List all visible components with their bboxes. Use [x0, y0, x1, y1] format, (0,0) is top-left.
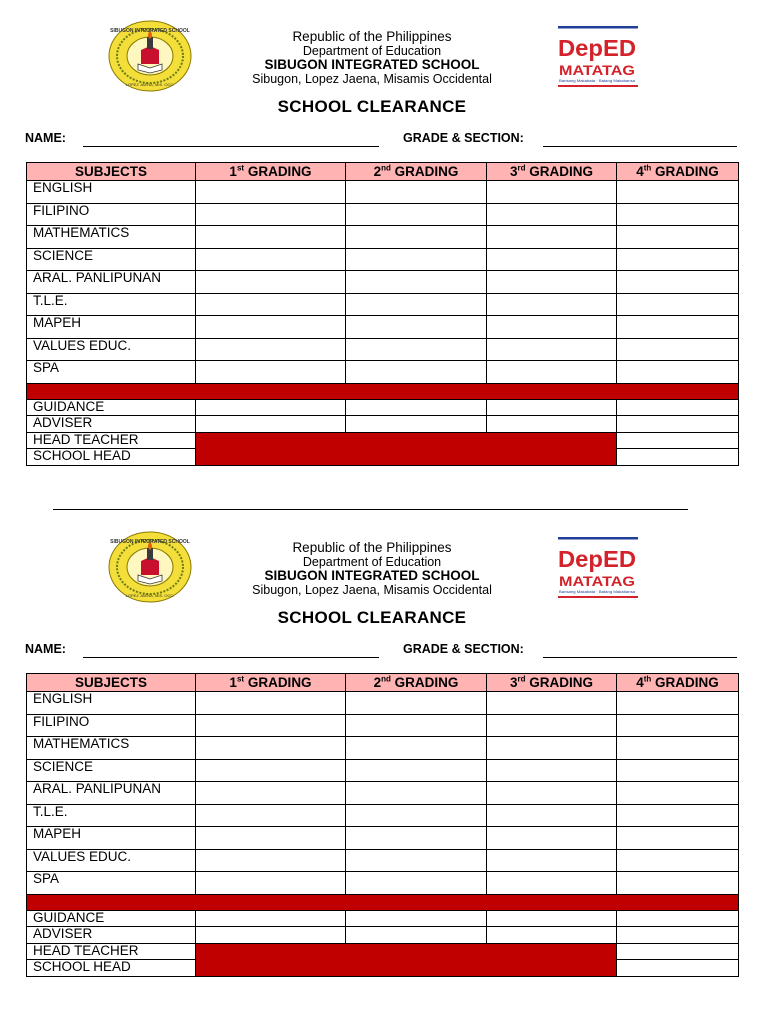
subject-name: SCIENCE — [27, 248, 196, 271]
office-row — [27, 910, 739, 927]
subject-row — [27, 804, 739, 827]
signature-cell-grading-2[interactable] — [346, 226, 487, 249]
subject-row — [27, 872, 739, 895]
header-school-name: SIBUGON INTEGRATED SCHOOL — [264, 57, 480, 72]
signature-cell-grading-3[interactable] — [487, 827, 617, 850]
header-address: Sibugon, Lopez Jaena, Misamis Occidental — [252, 583, 492, 597]
subject-row — [27, 714, 739, 737]
signature-cell-grading-4[interactable] — [617, 737, 739, 760]
office-row — [27, 943, 739, 960]
signature-cell-grading-1[interactable] — [196, 248, 346, 271]
office-row — [27, 432, 739, 449]
signature-cell-grading-3[interactable] — [487, 271, 617, 294]
signature-cell-grading-1[interactable] — [196, 759, 346, 782]
signature-cell-grading-2[interactable] — [346, 293, 487, 316]
subject-row — [27, 248, 739, 271]
subject-row — [27, 293, 739, 316]
subject-row — [27, 782, 739, 805]
subject-name: SPA — [27, 872, 196, 895]
col-header-grading-4: 4th GRADING — [617, 163, 739, 181]
signature-cell-grading-4[interactable] — [617, 714, 739, 737]
col-header-grading-1: 1st GRADING — [196, 163, 346, 181]
signature-cell-grading-1[interactable] — [196, 293, 346, 316]
svg-text:DepED: DepED — [558, 35, 636, 61]
subject-row — [27, 692, 739, 715]
subject-name: T.L.E. — [27, 804, 196, 827]
table-header-row — [27, 163, 739, 181]
svg-text:SIBUGON INTEGRATED SCHOOL: SIBUGON INTEGRATED SCHOOL — [110, 28, 190, 34]
subject-name: ARAL. PANLIPUNAN — [27, 782, 196, 805]
signature-cell-grading-3[interactable] — [487, 203, 617, 226]
subject-name: MAPEH — [27, 316, 196, 339]
grade-section-field-line[interactable] — [543, 657, 737, 658]
signature-cell-grading-2[interactable] — [346, 361, 487, 384]
signature-cell-grading-2[interactable] — [346, 416, 487, 433]
signature-cell-grading-2[interactable] — [346, 181, 487, 204]
office-row — [27, 416, 739, 433]
signature-cell-grading-4[interactable] — [617, 361, 739, 384]
col-header-subjects: SUBJECTS — [27, 163, 196, 181]
signature-cell-grading-2[interactable] — [346, 316, 487, 339]
header-school-name: SIBUGON INTEGRATED SCHOOL — [264, 568, 480, 583]
subject-row — [27, 737, 739, 760]
office-name: HEAD TEACHER — [27, 432, 196, 449]
signature-cell-grading-1[interactable] — [196, 338, 346, 361]
signature-cell-grading-4[interactable] — [617, 416, 739, 433]
office-name: ADVISER — [27, 416, 196, 433]
cut-line-divider — [53, 509, 688, 510]
col-header-grading-3: 3rd GRADING — [487, 163, 617, 181]
grade-section-label: GRADE & SECTION: — [403, 642, 524, 656]
subject-name: VALUES EDUC. — [27, 849, 196, 872]
svg-text:Bansang Makabata · Batang Maka: Bansang Makabata · Batang Makabansa — [559, 590, 636, 594]
signature-cell-grading-3[interactable] — [487, 316, 617, 339]
signature-cell-grading-2[interactable] — [346, 248, 487, 271]
office-name: ADVISER — [27, 927, 196, 944]
subject-row — [27, 361, 739, 384]
subject-row — [27, 759, 739, 782]
form-title: SCHOOL CLEARANCE — [277, 97, 467, 116]
signature-cell-grading-2[interactable] — [346, 872, 487, 895]
school-seal-logo — [108, 531, 192, 603]
col-header-grading-3: 3rd GRADING — [487, 674, 617, 692]
blocked-cell — [196, 432, 617, 465]
signature-cell-grading-4[interactable] — [617, 316, 739, 339]
signature-cell-grading-2[interactable] — [346, 737, 487, 760]
svg-text:LOPEZ JAENA, MIS. OCC.: LOPEZ JAENA, MIS. OCC. — [125, 593, 175, 598]
clearance-table — [26, 673, 739, 977]
signature-cell-grading-4[interactable] — [617, 449, 739, 466]
form-title: SCHOOL CLEARANCE — [277, 608, 467, 627]
separator-row — [27, 383, 739, 399]
signature-cell-grading-4[interactable] — [617, 271, 739, 294]
signature-cell-grading-3[interactable] — [487, 782, 617, 805]
office-row — [27, 399, 739, 416]
signature-cell-grading-1[interactable] — [196, 271, 346, 294]
subject-name: SCIENCE — [27, 759, 196, 782]
blocked-cell — [196, 943, 617, 976]
signature-cell-grading-1[interactable] — [196, 849, 346, 872]
signature-cell-grading-4[interactable] — [617, 927, 739, 944]
name-field-line[interactable] — [83, 657, 379, 658]
subject-name: T.L.E. — [27, 293, 196, 316]
signature-cell-grading-1[interactable] — [196, 203, 346, 226]
signature-cell-grading-4[interactable] — [617, 804, 739, 827]
signature-cell-grading-4[interactable] — [617, 759, 739, 782]
separator-bar — [27, 894, 739, 910]
signature-cell-grading-3[interactable] — [487, 759, 617, 782]
signature-cell-grading-2[interactable] — [346, 203, 487, 226]
clearance-form-top — [0, 0, 768, 480]
svg-text:SIBUGON INTEGRATED SCHOOL: SIBUGON INTEGRATED SCHOOL — [110, 539, 190, 545]
signature-cell-grading-4[interactable] — [617, 782, 739, 805]
subject-name: ARAL. PANLIPUNAN — [27, 271, 196, 294]
signature-cell-grading-3[interactable] — [487, 226, 617, 249]
clearance-form-bottom — [0, 511, 768, 991]
signature-cell-grading-3[interactable] — [487, 927, 617, 944]
col-header-grading-2: 2nd GRADING — [346, 674, 487, 692]
signature-cell-grading-3[interactable] — [487, 361, 617, 384]
svg-text:LOPEZ JAENA, MIS. OCC.: LOPEZ JAENA, MIS. OCC. — [125, 82, 175, 87]
svg-text:MATATAG: MATATAG — [559, 62, 636, 78]
signature-cell-grading-2[interactable] — [346, 759, 487, 782]
office-name: GUIDANCE — [27, 910, 196, 927]
header-republic: Republic of the Philippines — [292, 540, 452, 555]
signature-cell-grading-3[interactable] — [487, 181, 617, 204]
signature-cell-grading-1[interactable] — [196, 361, 346, 384]
signature-cell-grading-1[interactable] — [196, 714, 346, 737]
office-row — [27, 927, 739, 944]
signature-cell-grading-4[interactable] — [617, 872, 739, 895]
signature-cell-grading-2[interactable] — [346, 399, 487, 416]
signature-cell-grading-3[interactable] — [487, 872, 617, 895]
signature-cell-grading-3[interactable] — [487, 910, 617, 927]
signature-cell-grading-4[interactable] — [617, 692, 739, 715]
signature-cell-grading-3[interactable] — [487, 248, 617, 271]
signature-cell-grading-1[interactable] — [196, 927, 346, 944]
office-name: GUIDANCE — [27, 399, 196, 416]
subject-row — [27, 203, 739, 226]
signature-cell-grading-2[interactable] — [346, 927, 487, 944]
subject-name: MATHEMATICS — [27, 226, 196, 249]
signature-cell-grading-3[interactable] — [487, 399, 617, 416]
subject-row — [27, 338, 739, 361]
signature-cell-grading-3[interactable] — [487, 692, 617, 715]
signature-cell-grading-3[interactable] — [487, 849, 617, 872]
school-seal-logo — [108, 20, 192, 92]
subject-name: ENGLISH — [27, 692, 196, 715]
signature-cell-grading-4[interactable] — [617, 943, 739, 960]
subject-name: MAPEH — [27, 827, 196, 850]
signature-cell-grading-1[interactable] — [196, 181, 346, 204]
subject-name: FILIPINO — [27, 203, 196, 226]
office-name: SCHOOL HEAD — [27, 449, 196, 466]
signature-cell-grading-4[interactable] — [617, 827, 739, 850]
signature-cell-grading-2[interactable] — [346, 692, 487, 715]
name-label: NAME: — [25, 642, 66, 656]
signature-cell-grading-4[interactable] — [617, 960, 739, 977]
signature-cell-grading-1[interactable] — [196, 399, 346, 416]
signature-cell-grading-3[interactable] — [487, 293, 617, 316]
signature-cell-grading-4[interactable] — [617, 432, 739, 449]
deped-matatag-logo — [556, 535, 640, 601]
signature-cell-grading-2[interactable] — [346, 827, 487, 850]
separator-row — [27, 894, 739, 910]
signature-cell-grading-1[interactable] — [196, 226, 346, 249]
signature-cell-grading-4[interactable] — [617, 910, 739, 927]
table-header-row — [27, 674, 739, 692]
signature-cell-grading-3[interactable] — [487, 737, 617, 760]
office-name: SCHOOL HEAD — [27, 960, 196, 977]
subject-row — [27, 181, 739, 204]
col-header-grading-2: 2nd GRADING — [346, 163, 487, 181]
signature-cell-grading-1[interactable] — [196, 827, 346, 850]
signature-cell-grading-4[interactable] — [617, 399, 739, 416]
svg-text:DepED: DepED — [558, 546, 636, 572]
grade-section-field-line[interactable] — [543, 146, 737, 147]
signature-cell-grading-4[interactable] — [617, 181, 739, 204]
signature-cell-grading-3[interactable] — [487, 338, 617, 361]
subject-name: ENGLISH — [27, 181, 196, 204]
clearance-table — [26, 162, 739, 466]
subject-name: FILIPINO — [27, 714, 196, 737]
subject-name: MATHEMATICS — [27, 737, 196, 760]
col-header-grading-1: 1st GRADING — [196, 674, 346, 692]
signature-cell-grading-4[interactable] — [617, 248, 739, 271]
signature-cell-grading-2[interactable] — [346, 782, 487, 805]
signature-cell-grading-2[interactable] — [346, 849, 487, 872]
signature-cell-grading-3[interactable] — [487, 416, 617, 433]
subject-row — [27, 226, 739, 249]
header-department: Department of Education — [302, 44, 442, 58]
header-department: Department of Education — [302, 555, 442, 569]
signature-cell-grading-4[interactable] — [617, 226, 739, 249]
signature-cell-grading-2[interactable] — [346, 910, 487, 927]
signature-cell-grading-3[interactable] — [487, 804, 617, 827]
signature-cell-grading-1[interactable] — [196, 316, 346, 339]
signature-cell-grading-4[interactable] — [617, 203, 739, 226]
subject-name: VALUES EDUC. — [27, 338, 196, 361]
signature-cell-grading-3[interactable] — [487, 714, 617, 737]
signature-cell-grading-4[interactable] — [617, 338, 739, 361]
svg-text:MATATAG: MATATAG — [559, 573, 636, 589]
signature-cell-grading-1[interactable] — [196, 737, 346, 760]
header-republic: Republic of the Philippines — [292, 29, 452, 44]
grade-section-label: GRADE & SECTION: — [403, 131, 524, 145]
signature-cell-grading-1[interactable] — [196, 782, 346, 805]
header-address: Sibugon, Lopez Jaena, Misamis Occidental — [252, 72, 492, 86]
signature-cell-grading-4[interactable] — [617, 293, 739, 316]
subject-row — [27, 316, 739, 339]
signature-cell-grading-4[interactable] — [617, 849, 739, 872]
name-label: NAME: — [25, 131, 66, 145]
subject-row — [27, 827, 739, 850]
signature-cell-grading-1[interactable] — [196, 910, 346, 927]
separator-bar — [27, 383, 739, 399]
signature-cell-grading-1[interactable] — [196, 416, 346, 433]
col-header-grading-4: 4th GRADING — [617, 674, 739, 692]
signature-cell-grading-2[interactable] — [346, 338, 487, 361]
signature-cell-grading-1[interactable] — [196, 872, 346, 895]
deped-matatag-logo — [556, 24, 640, 90]
signature-cell-grading-1[interactable] — [196, 692, 346, 715]
col-header-subjects: SUBJECTS — [27, 674, 196, 692]
signature-cell-grading-1[interactable] — [196, 804, 346, 827]
signature-cell-grading-2[interactable] — [346, 714, 487, 737]
office-name: HEAD TEACHER — [27, 943, 196, 960]
signature-cell-grading-2[interactable] — [346, 271, 487, 294]
subject-row — [27, 849, 739, 872]
subject-name: SPA — [27, 361, 196, 384]
subject-row — [27, 271, 739, 294]
signature-cell-grading-2[interactable] — [346, 804, 487, 827]
svg-text:Bansang Makabata · Batang Maka: Bansang Makabata · Batang Makabansa — [559, 79, 636, 83]
name-field-line[interactable] — [83, 146, 379, 147]
